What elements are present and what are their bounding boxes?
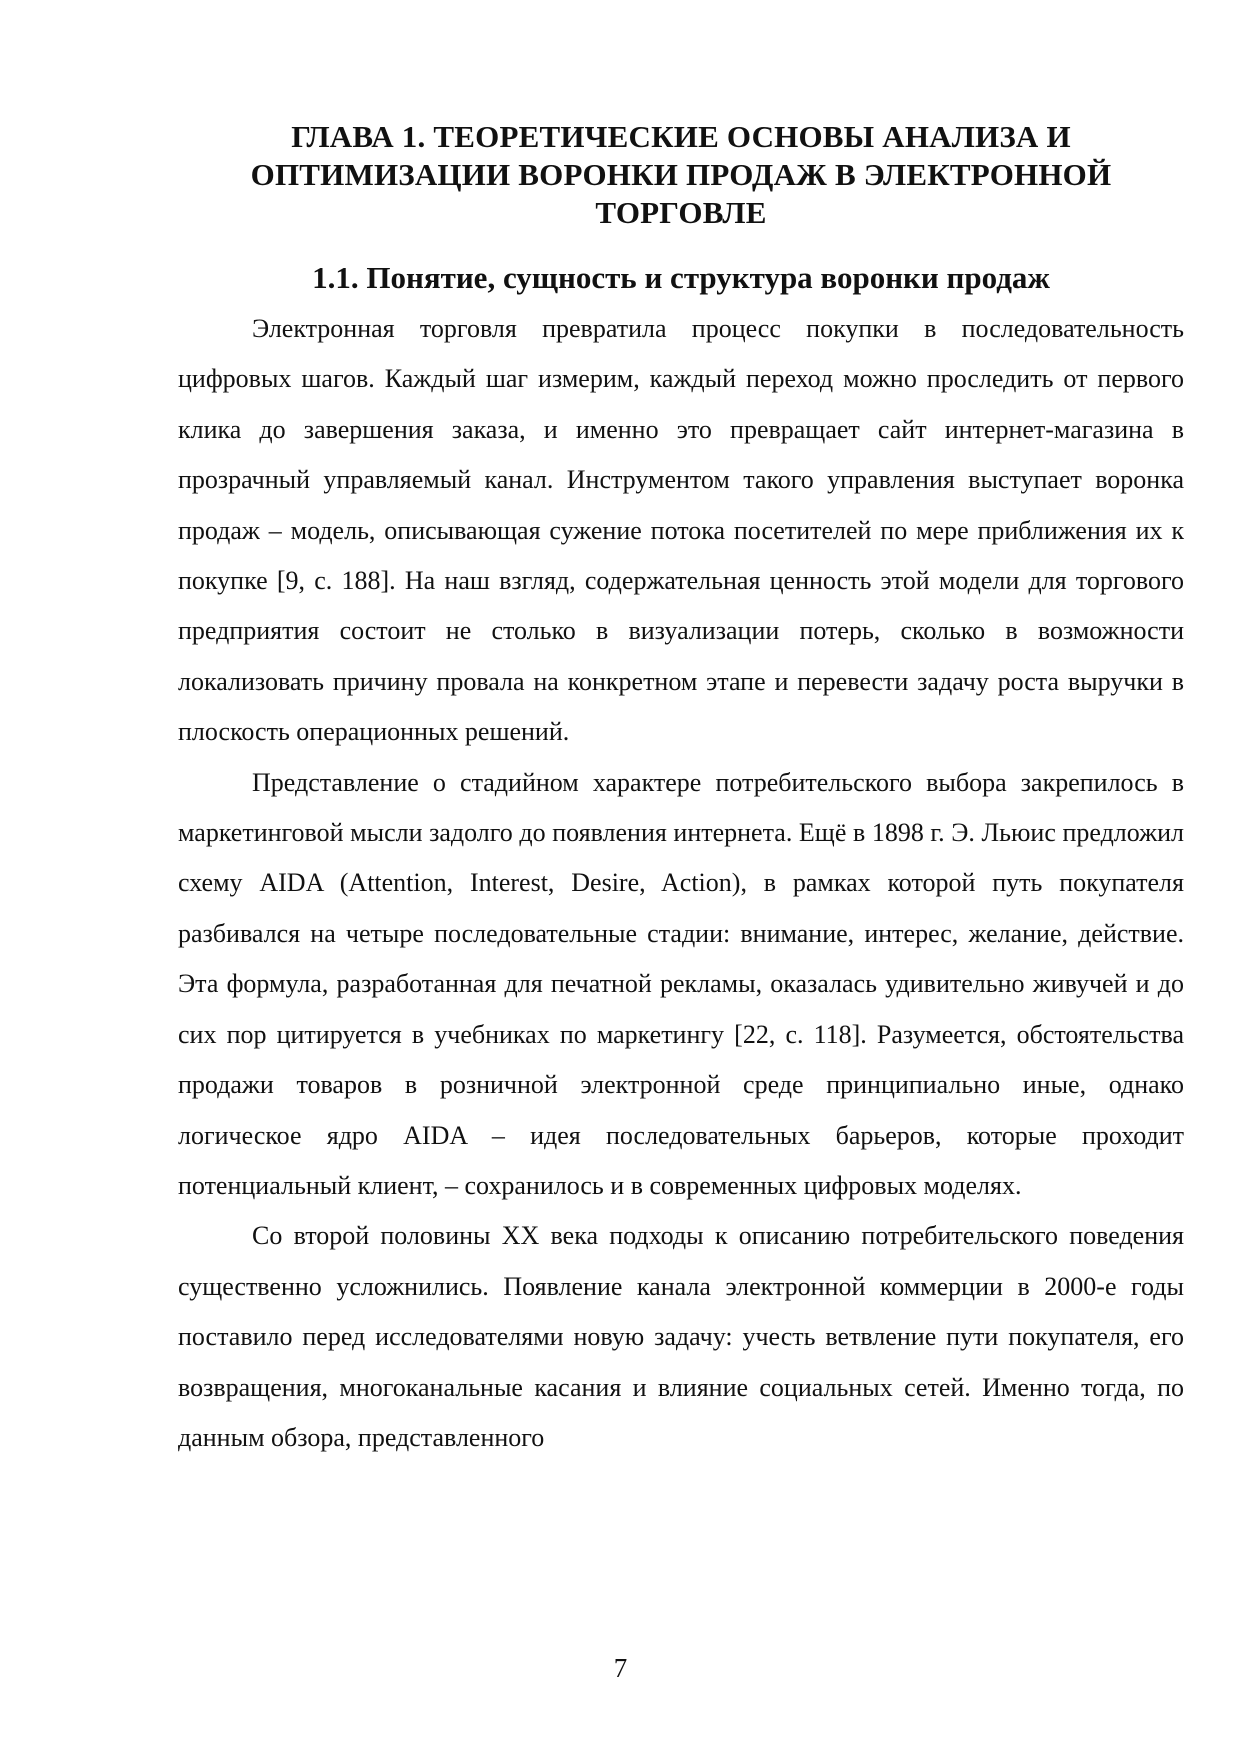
chapter-title-line: ОПТИМИЗАЦИИ ВОРОНКИ ПРОДАЖ В ЭЛЕКТРОННОЙ — [250, 157, 1112, 192]
paragraph: Представление о стадийном характере потребительского выбора закрепилось в маркетинговой мысли задолго до появления интернета. Ещё в 1898 г. Э. Льюис предложил схему AIDA (Attention, Interest, Desire, Action), в рамках которой путь покупателя разбивался на четыре последовательные стадии: внимание, интерес, желание, действие. Эта формула, разработанная для печатной рекламы, оказалась удивительно живучей и до сих пор цитируется в учебниках по маркетингу [22, с. 118]. Разумеется, обстоятельства продажи товаров в розничной электронной среде принципиально иные, однако логическое ядро AIDA – идея последовательных барьеров, которые проходит потенциальный клиент, – сохранилось и в современных цифровых моделях. — [178, 767, 1184, 1200]
chapter-title-line: ГЛАВА 1. ТЕОРЕТИЧЕСКИЕ ОСНОВЫ АНАЛИЗА И — [291, 119, 1071, 154]
chapter-title-line: ТОРГОВЛЕ — [595, 195, 767, 230]
chapter-title — [178, 118, 1184, 232]
paragraph: Со второй половины XX века подходы к описанию потребительского поведения существенно усложнились. Появление канала электронной коммерции в 2000-е годы поставило перед исследователями новую задачу: учесть ветвление пути покупателя, его возвращения, многоканальные касания и влияние социальных сетей. Именно тогда, по данным обзора, представленного — [178, 1221, 1184, 1452]
body-text — [178, 304, 1184, 1463]
section-title: 1.1. Понятие, сущность и структура воронки продаж — [312, 260, 1050, 295]
document-page — [178, 118, 1184, 1463]
paragraph: Электронная торговля превратила процесс покупки в последовательность цифровых шагов. Каждый шаг измерим, каждый переход можно проследить от первого клика до завершения заказа, и именно это превращает сайт интернет-магазина в прозрачный управляемый канал. Инструментом такого управления выступает воронка продаж – модель, описывающая сужение потока посетителей по мере приближения их к покупке [9, с. 188]. На наш взгляд, содержательная ценность этой модели для торгового предприятия состоит не столько в визуализации потерь, сколько в возможности локализовать причину провала на конкретном этапе и перевести задачу роста выручки в плоскость операционных решений. — [178, 314, 1184, 747]
page-number: 7 — [613, 1653, 628, 1683]
